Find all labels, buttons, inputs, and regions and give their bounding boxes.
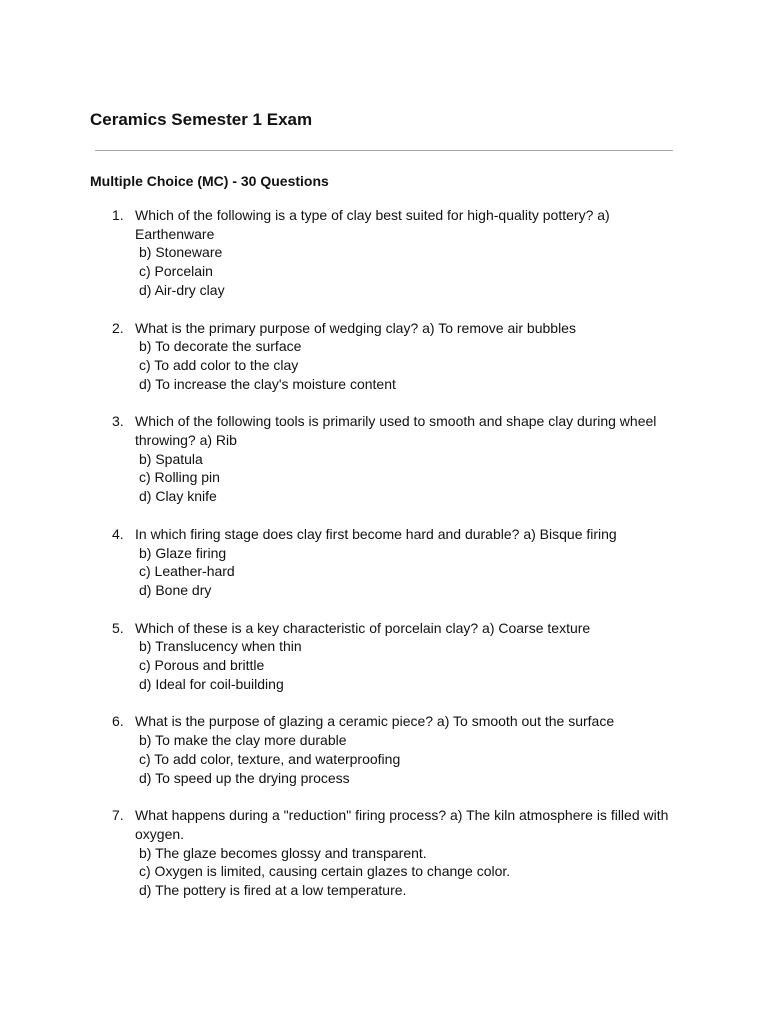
question-item [90, 806, 690, 900]
answer-option: d) To speed up the drying process [139, 769, 350, 786]
answer-option: c) Porous and brittle [139, 657, 265, 674]
question-item [90, 619, 690, 694]
answer-option: b) To decorate the surface [139, 338, 302, 355]
answer-option: c) Oxygen is limited, causing certain glazes to change color. [139, 863, 511, 880]
question-item [90, 712, 690, 787]
answer-option: d) Air-dry clay [139, 281, 225, 298]
answer-option: c) Rolling pin [139, 469, 220, 486]
question-number: 7. [112, 807, 124, 824]
answer-option: b) The glaze becomes glossy and transparent. [139, 844, 427, 861]
question-number: 6. [112, 713, 124, 730]
question-text: Which of the following is a type of clay best suited for high-quality pottery? a) Earthenware [135, 207, 610, 242]
title-divider [95, 150, 673, 151]
question-number: 5. [112, 619, 124, 636]
answer-option: b) Glaze firing [139, 544, 227, 561]
answer-option: b) Stoneware [139, 244, 223, 261]
answer-option: c) To add color to the clay [139, 356, 299, 373]
question-number: 1. [112, 207, 124, 223]
answer-option: d) The pottery is fired at a low temperature. [139, 882, 407, 899]
question-text: What happens during a "reduction" firing process? a) The kiln atmosphere is filled with oxygen. [135, 807, 669, 842]
question-text: What is the purpose of glazing a ceramic piece? a) To smooth out the surface [135, 713, 615, 730]
question-number: 2. [112, 319, 124, 336]
question-item [90, 412, 690, 506]
question-text: What is the primary purpose of wedging clay? a) To remove air bubbles [135, 319, 576, 336]
answer-option: d) Ideal for coil-building [139, 675, 284, 692]
question-text: In which firing stage does clay first become hard and durable? a) Bisque firing [135, 525, 617, 542]
question-item [90, 319, 690, 394]
answer-option: b) Translucency when thin [139, 638, 302, 655]
question-number: 3. [112, 413, 124, 430]
answer-option: d) To increase the clay's moisture content [139, 375, 396, 392]
answer-option: c) To add color, texture, and waterproofing [139, 750, 401, 767]
question-text: Which of the following tools is primarily used to smooth and shape clay during wheel throwing? a) Rib [135, 413, 657, 449]
answer-option: b) To make the clay more durable [139, 732, 347, 749]
answer-option: d) Clay knife [139, 488, 217, 505]
answer-option: d) Bone dry [139, 581, 212, 598]
answer-option: c) Porcelain [139, 263, 213, 280]
page-title: Ceramics Semester 1 Exam [90, 110, 313, 129]
question-item [90, 206, 690, 300]
answer-option: b) Spatula [139, 450, 203, 467]
question-number: 4. [112, 525, 124, 542]
question-item [90, 525, 690, 600]
question-list [90, 206, 690, 919]
section-heading: Multiple Choice (MC) - 30 Questions [90, 173, 329, 189]
question-text: Which of these is a key characteristic of porcelain clay? a) Coarse texture [135, 619, 591, 636]
answer-option: c) Leather-hard [139, 563, 235, 580]
